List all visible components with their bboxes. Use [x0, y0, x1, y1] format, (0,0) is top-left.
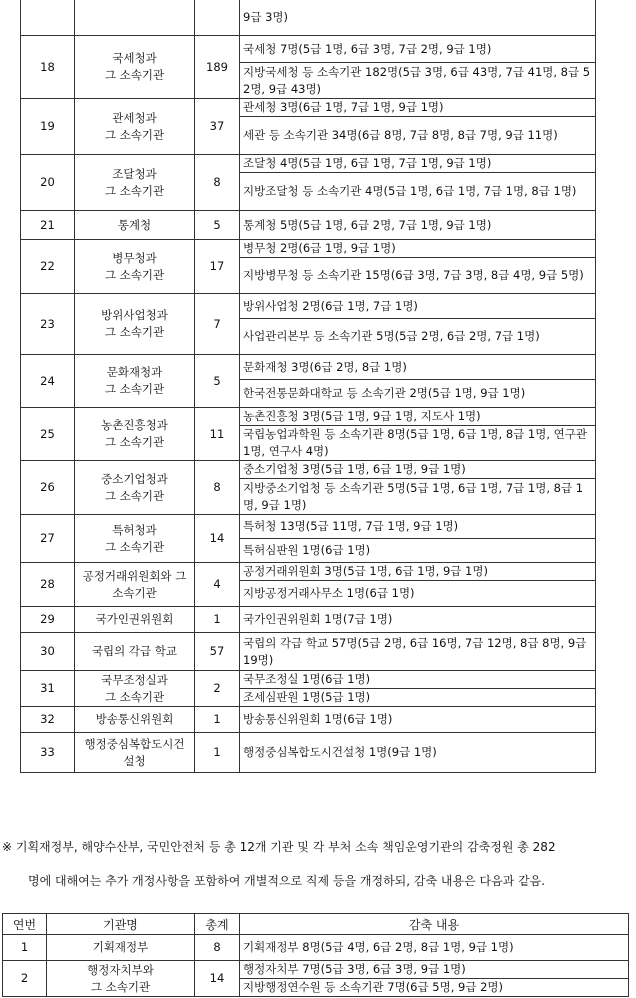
organization-name-line: 기획재정부: [92, 940, 149, 954]
reduction-detail: 행정자치부 7명(5급 3명, 6급 3명, 9급 1명): [240, 961, 629, 979]
reduction-detail: 문화재청 3명(6급 2명, 8급 1명): [240, 355, 596, 380]
table-row: [21, 633, 596, 671]
reduction-detail: 국립의 각급 학교 57명(5급 2명, 6급 16명, 7급 12명, 8급 8명, 9급 19명): [240, 633, 596, 671]
row-number: 23: [21, 294, 75, 355]
header-count: 총계: [195, 914, 240, 935]
reduction-detail: 지방중소기업청 등 소속기관 5명(5급 1명, 6급 1명, 7급 1명, 8급 1명, 9급 1명): [240, 479, 596, 515]
organization-name: [75, 355, 195, 408]
table-row: [21, 461, 596, 479]
organization-name-line: 그 소속기관: [104, 382, 165, 396]
row-number: 30: [21, 633, 75, 671]
reduction-detail: 국세청 7명(5급 1명, 6급 3명, 7급 2명, 9급 1명): [240, 36, 596, 63]
note-line-1: ※ 기획재정부, 해양수산부, 국민안전처 등 총 12개 기관 및 각 부처 소속 책임운영기관의 감축정원 총 282: [2, 840, 556, 854]
note-line-2: 명에 대해여는 추가 개정사항을 포함하여 개별적으로 직제 등을 개정하되, 감축 내용은 다음과 같음.: [28, 874, 546, 888]
reduction-detail: 통계청 5명(5급 1명, 6급 2명, 7급 1명, 9급 1명): [240, 211, 596, 240]
reduction-detail: 국립농업과학원 등 소속기관 8명(5급 1명, 6급 1명, 8급 1명, 연구관 1명, 연구사 4명): [240, 426, 596, 461]
organization-name: [75, 607, 195, 633]
organization-name: [75, 563, 195, 607]
organization-name-line: 소속기관: [112, 585, 157, 600]
organization-name-line: 방송통신위원회: [95, 712, 174, 726]
row-number: 25: [21, 408, 75, 461]
organization-name-line: 농촌진흥청과: [101, 418, 168, 432]
organization-name-line: 그 소속기관: [104, 539, 165, 554]
table-header-row: [3, 914, 629, 935]
organization-name: [47, 935, 195, 961]
organization-name: [75, 515, 195, 563]
table-row: [21, 155, 596, 173]
reduction-detail: 공정거래위원회 3명(5급 1명, 6급 1명, 9급 1명): [240, 563, 596, 581]
organization-name-line: 그 소속기관: [104, 183, 165, 198]
reduction-detail: 한국전통문화대학교 등 소속기관 2명(5급 1명, 9급 1명): [240, 380, 596, 408]
reduction-detail: 지방병무청 등 소속기관 15명(6급 3명, 7급 3명, 8급 4명, 9급 5명): [240, 258, 596, 294]
organization-name-line: 그 소속기관: [104, 68, 165, 82]
organization-name-line: 관세청과: [112, 110, 157, 125]
organization-name-line: 그 소속기관: [90, 979, 151, 994]
organization-name-line: 국세청과: [112, 51, 157, 65]
header-org: 기관명: [47, 914, 195, 935]
total-count: 14: [195, 515, 240, 563]
organization-name: [75, 240, 195, 294]
total-count: 1: [195, 707, 240, 733]
table-row: [3, 935, 629, 961]
total-count: 5: [195, 211, 240, 240]
table-row: [21, 408, 596, 426]
organization-name-line: 국립의 각급 학교: [91, 644, 178, 658]
row-number: 20: [21, 155, 75, 211]
organization-name-line: 중소기업청과: [101, 471, 168, 486]
organization-name: [75, 633, 195, 671]
reduction-detail: 관세청 3명(6급 1명, 7급 1명, 9급 1명): [240, 99, 596, 117]
row-number: 31: [21, 671, 75, 707]
reduction-detail: 조세심판원 1명(5급 1명): [240, 689, 596, 707]
reduction-detail: 사업관리본부 등 소속기관 5명(5급 2명, 6급 2명, 7급 1명): [240, 319, 596, 355]
header-no: 연번: [3, 914, 47, 935]
table-row: [21, 563, 596, 581]
organization-name-line: 그 소속기관: [104, 127, 165, 142]
organization-name-line: 그 소속기관: [104, 435, 165, 449]
table-row: [21, 0, 596, 36]
row-number: 26: [21, 461, 75, 515]
reduction-detail: 행정중심복합도시건설청 1명(9급 1명): [240, 733, 596, 773]
organization-name-line: 그 소속기관: [104, 689, 165, 704]
row-number: 1: [3, 935, 47, 961]
table-row: [3, 961, 629, 979]
table-row: [21, 707, 596, 733]
reduction-detail: 국가인권위원회 1명(7급 1명): [240, 607, 596, 633]
reduction-detail: 특허심판원 1명(6급 1명): [240, 539, 596, 563]
note: [2, 830, 632, 898]
organization-name-line: 병무청과: [112, 250, 157, 265]
reduction-detail: 지방공정거래사무소 1명(6급 1명): [240, 581, 596, 607]
organization-name-line: 국가인권위원회: [95, 612, 174, 626]
table-row: [21, 515, 596, 539]
organization-name-line: 공정거래위원회와 그: [82, 568, 187, 583]
total-count: 1: [195, 733, 240, 773]
table-row: [21, 733, 596, 773]
row-number: 28: [21, 563, 75, 607]
row-number: [21, 0, 75, 36]
organization-name: [75, 671, 195, 707]
organization-name: [75, 294, 195, 355]
reduction-detail: 병무청 2명(6급 1명, 9급 1명): [240, 240, 596, 258]
total-count: 7: [195, 294, 240, 355]
total-count: 57: [195, 633, 240, 671]
row-number: 18: [21, 36, 75, 99]
total-count: 4: [195, 563, 240, 607]
row-number: 24: [21, 355, 75, 408]
second-reduction-table: [2, 913, 629, 997]
organization-name-line: 특허청과: [112, 522, 157, 537]
reduction-detail: 9급 3명): [240, 0, 596, 36]
table-row: [21, 607, 596, 633]
row-number: 2: [3, 961, 47, 997]
reduction-detail: 세관 등 소속기관 34명(6급 8명, 7급 8명, 8급 7명, 9급 11명): [240, 117, 596, 155]
table-row: [21, 211, 596, 240]
total-count: 5: [195, 355, 240, 408]
organization-name: [75, 733, 195, 773]
reduction-detail: 방위사업청 2명(6급 1명, 7급 1명): [240, 294, 596, 319]
organization-name: [75, 707, 195, 733]
total-count: 8: [195, 461, 240, 515]
total-count: 14: [195, 961, 240, 997]
table-row: [21, 671, 596, 689]
table-row: [21, 240, 596, 258]
reduction-detail: 조달청 4명(5급 1명, 6급 1명, 7급 1명, 9급 1명): [240, 155, 596, 173]
total-count: [195, 0, 240, 36]
total-count: 1: [195, 607, 240, 633]
organization-name: [75, 0, 195, 36]
reduction-table: [20, 0, 596, 773]
total-count: 8: [195, 155, 240, 211]
organization-name-line: 행정자치부와: [87, 962, 154, 977]
reduction-detail: 농촌진흥청 3명(5급 1명, 9급 1명, 지도사 1명): [240, 408, 596, 426]
row-number: 32: [21, 707, 75, 733]
organization-name: [75, 461, 195, 515]
total-count: 2: [195, 671, 240, 707]
reduction-detail: 지방국세청 등 소속기관 182명(5급 3명, 6급 43명, 7급 41명, 8급 52명, 9급 43명): [240, 63, 596, 99]
row-number: 21: [21, 211, 75, 240]
organization-name: [47, 961, 195, 997]
organization-name-line: 국무조정실과: [101, 672, 168, 687]
organization-name-line: 행정중심복합도시건: [84, 736, 185, 751]
total-count: 17: [195, 240, 240, 294]
organization-name: [75, 155, 195, 211]
table-row: [21, 294, 596, 319]
reduction-detail: 특허청 13명(5급 11명, 7급 1명, 9급 1명): [240, 515, 596, 539]
row-number: 33: [21, 733, 75, 773]
total-count: 11: [195, 408, 240, 461]
row-number: 27: [21, 515, 75, 563]
total-count: 189: [195, 36, 240, 99]
organization-name-line: 문화재청과: [106, 365, 163, 379]
header-content: 감축 내용: [240, 914, 629, 935]
reduction-detail: 방송통신위원회 1명(6급 1명): [240, 707, 596, 733]
organization-name-line: 그 소속기관: [104, 325, 165, 339]
row-number: 29: [21, 607, 75, 633]
reduction-detail: 국무조정실 1명(6급 1명): [240, 671, 596, 689]
table-row: [21, 36, 596, 63]
row-number: 22: [21, 240, 75, 294]
organization-name: [75, 99, 195, 155]
organization-name-line: 방위사업청과: [101, 308, 168, 322]
reduction-detail: 기획재정부 8명(5급 4명, 6급 2명, 8급 1명, 9급 1명): [240, 935, 629, 961]
total-count: 37: [195, 99, 240, 155]
organization-name-line: 그 소속기관: [104, 488, 165, 503]
reduction-detail: 지방조달청 등 소속기관 4명(5급 1명, 6급 1명, 7급 1명, 8급 1명): [240, 173, 596, 211]
organization-name-line: 조달청과: [112, 166, 157, 181]
total-count: 8: [195, 935, 240, 961]
reduction-detail: 지방행정연수원 등 소속기관 7명(6급 5명, 9급 2명): [240, 979, 629, 997]
organization-name-line: 그 소속기관: [104, 267, 165, 282]
organization-name: [75, 211, 195, 240]
row-number: 19: [21, 99, 75, 155]
organization-name-line: 설청: [123, 753, 146, 768]
organization-name: [75, 36, 195, 99]
organization-name-line: 통계청: [117, 217, 152, 232]
table-row: [21, 355, 596, 380]
organization-name: [75, 408, 195, 461]
reduction-detail: 중소기업청 3명(5급 1명, 6급 1명, 9급 1명): [240, 461, 596, 479]
table-row: [21, 99, 596, 117]
